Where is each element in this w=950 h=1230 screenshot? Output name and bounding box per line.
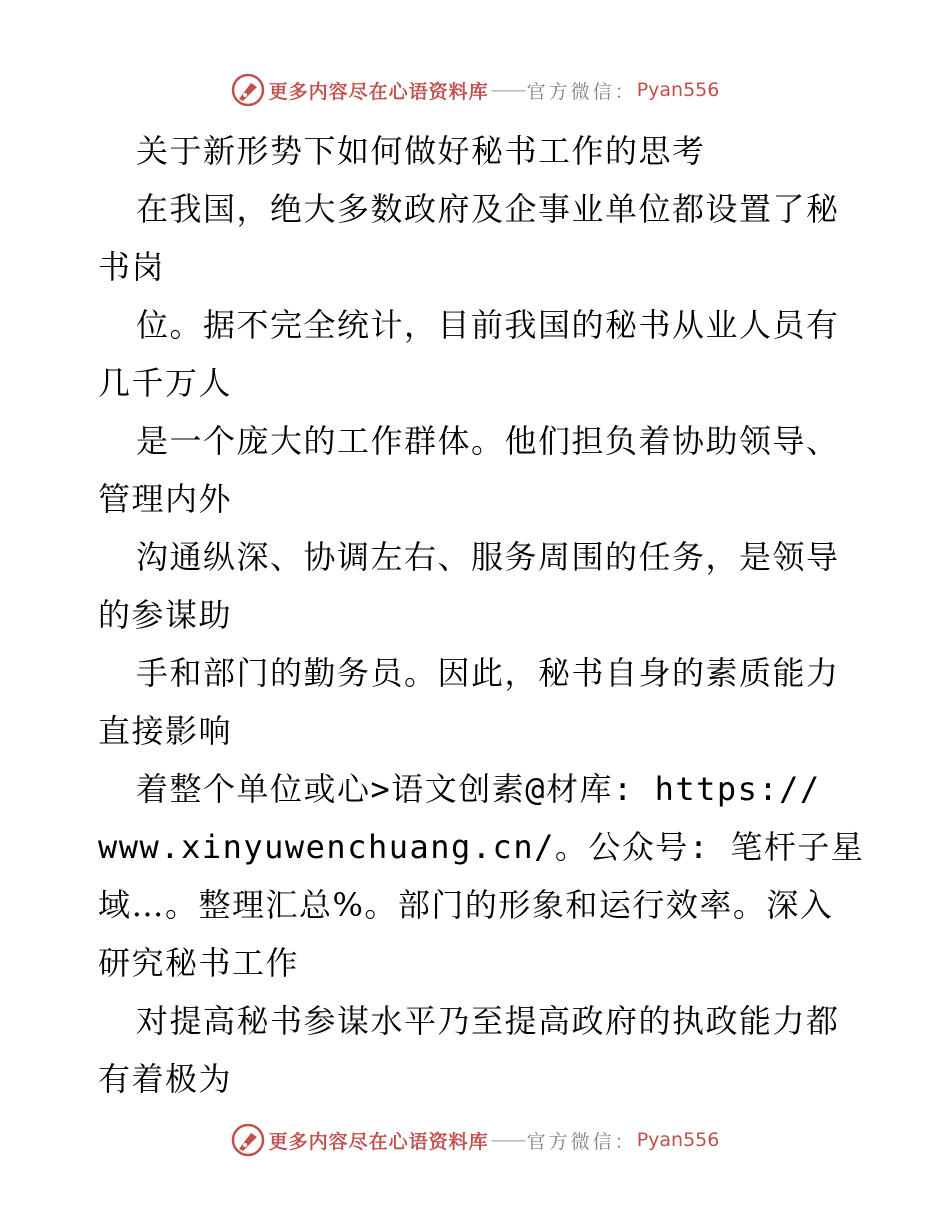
paragraph-line: www.xinyuwenchuang.cn/。公众号: 笔杆子星 [98,828,865,866]
banner-wechat-label: 官方微信： [526,1130,637,1153]
banner-dash: —— [490,79,525,101]
paragraph-line: 沟通纵深、协调左右、服务周围的任务，是领导 [136,538,840,576]
paragraph-line: 在我国，绝大多数政府及企事业单位都设置了秘 [136,190,840,228]
document-title: 关于新形势下如何做好秘书工作的思考 [136,132,706,170]
paragraph-line: 研究秘书工作 [98,944,300,982]
banner-dash: —— [490,1129,525,1151]
banner-text: 更多内容尽在心语资料库 [268,1130,489,1153]
paragraph-line: 位。据不完全统计，目前我国的秘书从业人员有 [136,306,840,344]
header-banner [0,70,950,110]
pen-nib-logo-icon [231,73,265,107]
pen-nib-logo-icon [231,1123,265,1157]
paragraph-line: 域…。整理汇总%。部门的形象和运行效率。深入 [98,886,834,924]
banner-text: 更多内容尽在心语资料库 [268,80,489,103]
paragraph-line: 着整个单位或心>语文创素@材库: https:// [136,770,821,808]
paragraph-line: 书岗 [98,248,166,286]
document-body [98,122,865,1108]
paragraph-line: 几千万人 [98,364,233,402]
paragraph-line: 直接影响 [98,712,233,750]
paragraph-line: 手和部门的勤务员。因此，秘书自身的素质能力 [136,654,840,692]
banner-wechat-label: 官方微信： [526,80,637,103]
banner-wechat-id: Pyan556 [636,1129,720,1151]
paragraph-line: 的参谋助 [98,596,233,634]
footer-banner [0,1120,950,1160]
banner-wechat-id: Pyan556 [636,79,720,101]
paragraph-line: 管理内外 [98,480,233,518]
paragraph-line: 是一个庞大的工作群体。他们担负着协助领导、 [136,422,840,460]
paragraph-line: 对提高秘书参谋水平乃至提高政府的执政能力都 [136,1002,840,1040]
paragraph-line: 有着极为 [98,1060,233,1098]
